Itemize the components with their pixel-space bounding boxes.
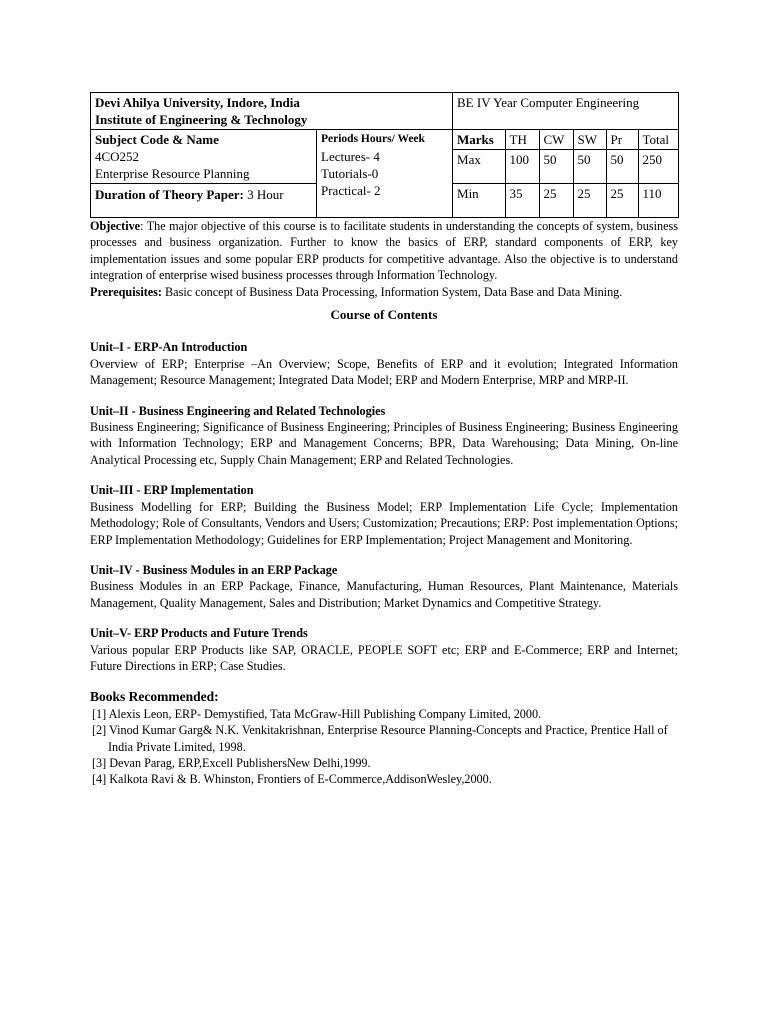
institution-cell [91, 93, 453, 130]
prerequisites-label: Prerequisites: [90, 284, 162, 299]
periods-label: Periods Hours/ Week [321, 133, 425, 145]
marks-header: TH [505, 130, 539, 150]
unit-title: Unit–II - Business Engineering and Related Technologies [90, 403, 386, 418]
duration-row [91, 183, 316, 203]
duration-value: 3 Hour [247, 187, 284, 202]
books-title: Books Recommended: [90, 689, 219, 705]
subject-cell [91, 130, 317, 218]
marks-cell [453, 130, 679, 218]
book-entry: [4] Kalkota Ravi & B. Whinston, Frontiers of E-Commerce,AddisonWesley,2000. [92, 772, 492, 787]
institute-name: Institute of Engineering & Technology [95, 112, 308, 127]
subject-name: Enterprise Resource Planning [95, 166, 250, 181]
tutorials: Tutorials-0 [321, 166, 379, 181]
marks-cell-value: 50 [606, 150, 638, 184]
practical: Practical- 2 [321, 183, 381, 198]
marks-cell-value: 25 [573, 184, 606, 218]
marks-cell-value: Max [453, 150, 505, 184]
unit-title: Unit–IV - Business Modules in an ERP Package [90, 562, 338, 577]
marks-cell-value: 25 [539, 184, 573, 218]
unit-section [90, 482, 678, 548]
prerequisites-paragraph [90, 284, 678, 300]
marks-header: Total [638, 130, 679, 150]
periods-cell [317, 130, 453, 218]
unit-body: Business Modules in an ERP Package, Finance, Manufacturing, Human Resources, Plant Maintenance, Materials Management, Quality Management, Sales and Distribution; Market Dynamics and Competitive Strategy. [90, 579, 678, 610]
marks-table [453, 130, 679, 217]
unit-body: Overview of ERP; Enterprise –An Overview; Scope, Benefits of ERP and it evolution; Integrated Information Management; Resource Management; Integrated Data Model; ERP and Modern Enterprise, MRP and MRP-II. [90, 356, 678, 388]
syllabus-document [90, 92, 678, 788]
unit-section [90, 339, 678, 388]
marks-cell-value: 50 [573, 150, 606, 184]
unit-section [90, 403, 678, 469]
marks-header: SW [573, 130, 606, 150]
unit-title: Unit–I - ERP-An Introduction [90, 340, 248, 355]
unit-section [90, 562, 678, 611]
marks-cell-value: 100 [505, 150, 539, 184]
marks-cell-value: 35 [505, 184, 539, 218]
book-entry: [1] Alexis Leon, ERP- Demystified, Tata McGraw-Hill Publishing Company Limited, 2000. [92, 706, 542, 721]
marks-min-row [453, 184, 679, 218]
marks-cell-value: 110 [638, 184, 679, 218]
marks-cell-value: 25 [606, 184, 638, 218]
marks-header: Pr [606, 130, 638, 150]
unit-body: Business Modelling for ERP; Building the Business Model; ERP Implementation Life Cycle; Implementation Methodology; Role of Consultants, Vendors and Users; Customization; Precautions; ERP: Post implementation Options; ERP Implementation Methodology; Guidelines for ERP Implementation; Project Management and Monitoring. [90, 499, 678, 547]
lectures: Lectures- 4 [321, 149, 380, 164]
objective-label: Objective [90, 219, 141, 233]
unit-body: Various popular ERP Products like SAP, ORACLE, PEOPLE SOFT etc; ERP and E-Commerce; ERP and Internet; Future Directions in ERP; Case Studies. [90, 642, 678, 673]
marks-cell-value: 250 [638, 150, 679, 184]
marks-header: CW [539, 130, 573, 150]
books-list [90, 706, 678, 788]
duration-label: Duration of Theory Paper: [95, 187, 244, 202]
marks-cell-value: 50 [539, 150, 573, 184]
subject-code: 4CO252 [95, 149, 140, 164]
book-entry: [3] Devan Parag, ERP,Excell PublishersNew Delhi,1999. [92, 755, 371, 770]
course-header-table [90, 92, 679, 218]
objective-paragraph [90, 218, 678, 284]
unit-title: Unit–III - ERP Implementation [90, 483, 254, 498]
marks-cell-value: Min [453, 184, 505, 218]
marks-header-row [453, 130, 679, 150]
book-entry: [2] Vinod Kumar Garg& N.K. Venkitakrishnan, Enterprise Resource Planning-Concepts and Practice, Prentice Hall of India Private Limited, 1998. [92, 723, 668, 754]
unit-body: Business Engineering; Significance of Business Engineering; Principles of Business Engineering; Business Engineering with Information Technology; ERP and Management Concerns; BPR, Data Warehousing; Data Mining, On-line Analytical Processing etc, Supply Chain Management; ERP and Related Technologies. [90, 420, 678, 467]
contents-title: Course of Contents [330, 307, 438, 323]
unit-title: Unit–V- ERP Products and Future Trends [90, 626, 308, 641]
marks-max-row [453, 150, 679, 184]
university-name: Devi Ahilya University, Indore, India [95, 95, 300, 110]
prerequisites-text: Basic concept of Business Data Processing, Information System, Data Base and Data Mining. [161, 284, 623, 299]
objective-text: : The major objective of this course is to facilitate students in understanding the concepts of system, business processes and business organization. Further to know the basics of ERP, standard components of ERP, key implementation issues and some popular ERP products for competitive advantage. Also the objective is to understand integration of enterprise wised business processes through Information Technology. [90, 219, 678, 283]
subject-label: Subject Code & Name [95, 132, 219, 147]
course-name: BE IV Year Computer Engineering [453, 93, 679, 130]
marks-header: Marks [453, 130, 505, 150]
unit-section [90, 625, 678, 674]
